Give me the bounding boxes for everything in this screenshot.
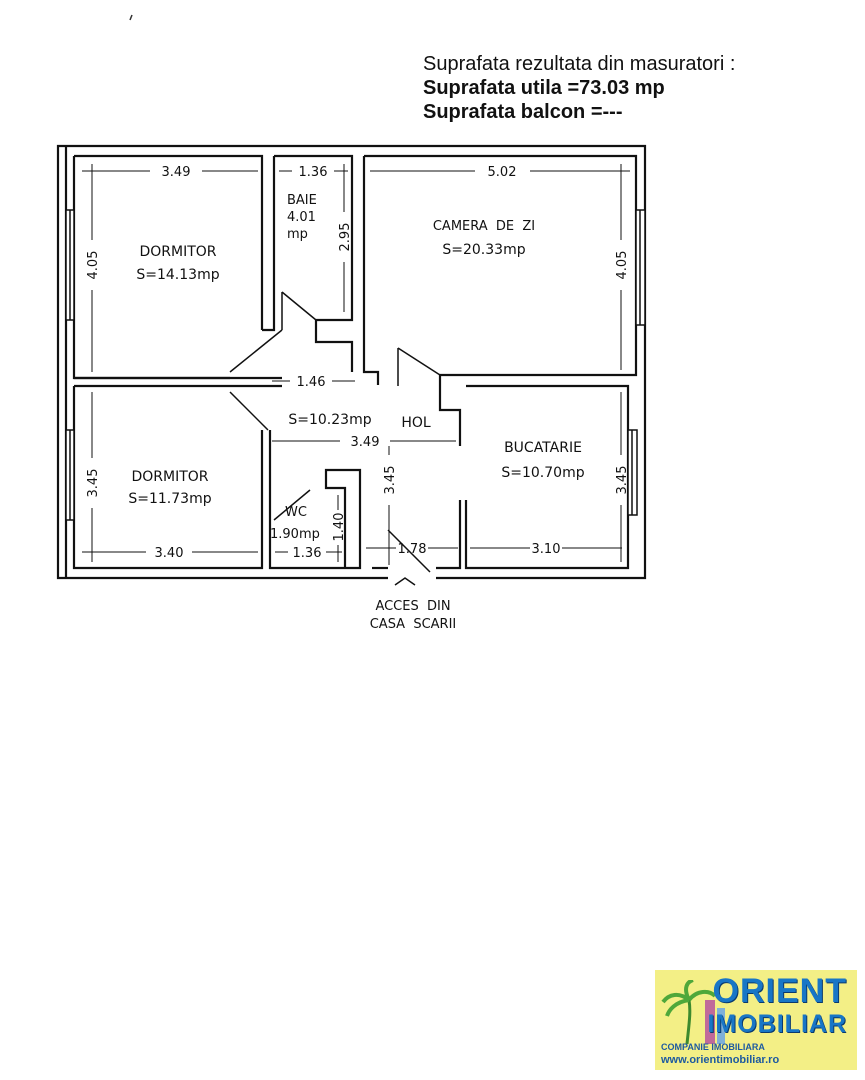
room-dormitor1-area: S=14.13mp bbox=[136, 267, 220, 283]
logo-url: www.orientimobiliar.ro bbox=[661, 1054, 780, 1066]
dim-wc-width: 1.36 bbox=[292, 546, 322, 561]
dim-baie-width: 1.36 bbox=[298, 165, 328, 180]
room-hol-area: S=10.23mp bbox=[288, 412, 372, 428]
room-bucatarie-name: BUCATARIE bbox=[504, 440, 582, 456]
balcony-area: Suprafata balcon =--- bbox=[423, 101, 623, 123]
room-baie-name: BAIE bbox=[287, 193, 317, 208]
orient-imobiliar-logo bbox=[655, 970, 857, 1070]
entrance-line1: ACCES DIN bbox=[375, 599, 451, 614]
usable-area: Suprafata utila =73.03 mp bbox=[423, 77, 665, 99]
dim-hol-top: 1.46 bbox=[296, 375, 326, 390]
dim-wc-height: 1.40 bbox=[332, 512, 347, 542]
dim-d2-width: 3.40 bbox=[154, 546, 184, 561]
dim-buc-width: 3.10 bbox=[531, 542, 561, 557]
room-hol-name: HOL bbox=[401, 415, 431, 431]
entrance-line2: CASA SCARII bbox=[369, 617, 457, 632]
room-wc-name: WC bbox=[285, 505, 307, 520]
dim-entry-width: 1.78 bbox=[397, 542, 427, 557]
dim-buc-height: 3.45 bbox=[615, 465, 630, 495]
dim-d1-width: 3.49 bbox=[161, 165, 191, 180]
room-bucatarie-area: S=10.70mp bbox=[501, 465, 585, 481]
room-baie-area: 4.01 bbox=[287, 210, 316, 225]
dim-camera-height: 4.05 bbox=[615, 250, 630, 280]
room-camera-name: CAMERA DE ZI bbox=[432, 219, 536, 234]
dim-hol-height: 3.45 bbox=[383, 465, 398, 495]
dim-hol-width: 3.49 bbox=[350, 435, 380, 450]
logo-tagline: COMPANIE IMOBILIARA bbox=[661, 1042, 765, 1052]
dim-camera-width: 5.02 bbox=[487, 165, 517, 180]
stray-mark bbox=[130, 15, 132, 20]
outer-walls bbox=[58, 146, 645, 578]
dim-baie-height: 2.95 bbox=[338, 222, 353, 252]
room-dormitor2-name: DORMITOR bbox=[131, 469, 209, 485]
logo-word-imobiliar: IMOBILIAR bbox=[707, 1010, 847, 1038]
room-dormitor2-area: S=11.73mp bbox=[128, 491, 212, 507]
room-wc-area: 1.90mp bbox=[270, 527, 320, 542]
dim-d2-height: 3.45 bbox=[86, 468, 101, 498]
room-baie-unit: mp bbox=[287, 227, 308, 242]
room-camera-area: S=20.33mp bbox=[442, 242, 526, 258]
logo-word-orient: ORIENT bbox=[712, 972, 847, 1010]
summary-title: Suprafata rezultata din masuratori : bbox=[423, 53, 736, 75]
room-dormitor1-name: DORMITOR bbox=[139, 244, 217, 260]
dim-d1-height: 4.05 bbox=[86, 250, 101, 280]
